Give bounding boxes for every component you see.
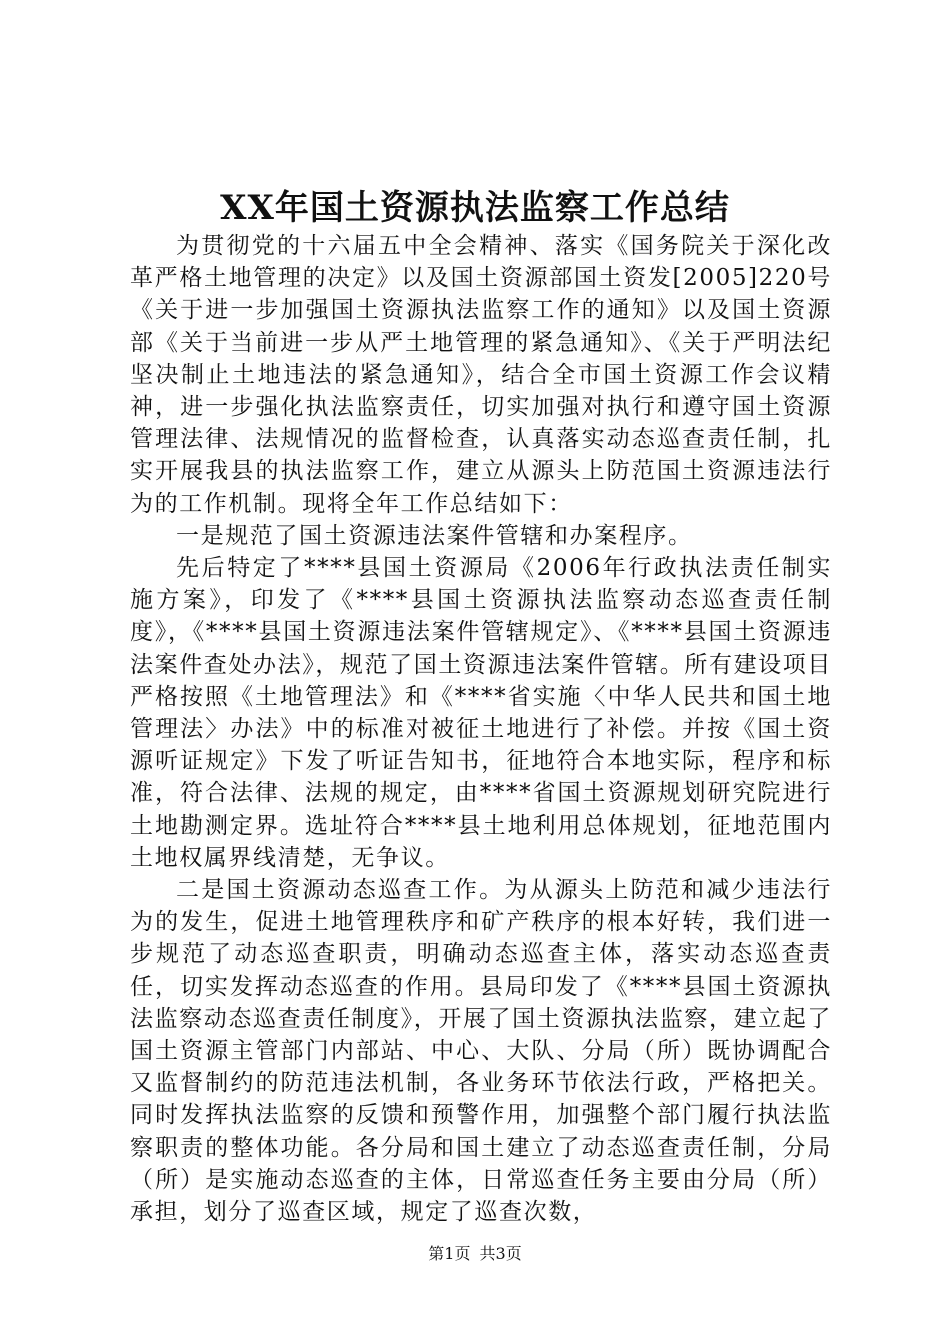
- paragraph-point-one-detail: 先后特定了****县国土资源局《2006年行政执法责任制实施方案》，印发了《****县国土资源执法监察动态巡查责任制度》，《****县国土资源违法案件管辖规定》、《****县国土资源违法案件查处办法》，规范了国土资源违法案件管辖。所有建设项目严格按照《土地管理法》和《****省实施〈中华人民共和国土地管理法〉办法》中的标准对被征土地进行了补偿。并按《国土资源听证规定》下发了听证告知书，征地符合本地实际，程序和标准，符合法律、法规的规定，由****省国土资源规划研究院进行土地勘测定界。选址符合****县土地利用总体规划，征地范围内土地权属界线清楚，无争议。: [130, 555, 832, 871]
- document-body: [130, 230, 832, 1228]
- page-footer: [0, 1243, 950, 1265]
- page-total: 共3页: [479, 1244, 522, 1263]
- document-title: XX年国土资源执法监察工作总结: [220, 188, 730, 228]
- paragraph-point-one-heading: 一是规范了国土资源违法案件管辖和办案程序。: [176, 522, 693, 549]
- paragraph-point-two: 二是国土资源动态巡查工作。为从源头上防范和减少违法行为的发生，促进土地管理秩序和矿产秩序的根本好转，我们进一步规范了动态巡查职责，明确动态巡查主体，落实动态巡查责任，切实发挥动态巡查的作用。县局印发了《****县国土资源执法监察动态巡查责任制度》，开展了国土资源执法监察，建立起了国土资源主管部门内部站、中心、大队、分局（所）既协调配合又监督制约的防范违法机制，各业务环节依法行政，严格把关。同时发挥执法监察的反馈和预警作用，加强整个部门履行执法监察职责的整体功能。各分局和国土建立了动态巡查责任制，分局（所）是实施动态巡查的主体，日常巡查任务主要由分局（所）承担，划分了巡查区域，规定了巡查次数，: [130, 877, 832, 1226]
- paragraph-intro: 为贯彻党的十六届五中全会精神、落实《国务院关于深化改革严格土地管理的决定》以及国土资源部国土资发[2005]220号《关于进一步加强国土资源执法监察工作的通知》以及国土资源部《关于当前进一步从严土地管理的紧急通知》、《关于严明法纪坚决制止土地违法的紧急通知》，结合全市国土资源工作会议精神，进一步强化执法监察责任，切实加强对执行和遵守国土资源管理法律、法规情况的监督检查，认真落实动态巡查责任制，扎实开展我县的执法监察工作，建立从源头上防范国土资源违法行为的工作机制。现将全年工作总结如下：: [130, 233, 832, 517]
- page-number: 第1页: [428, 1244, 471, 1263]
